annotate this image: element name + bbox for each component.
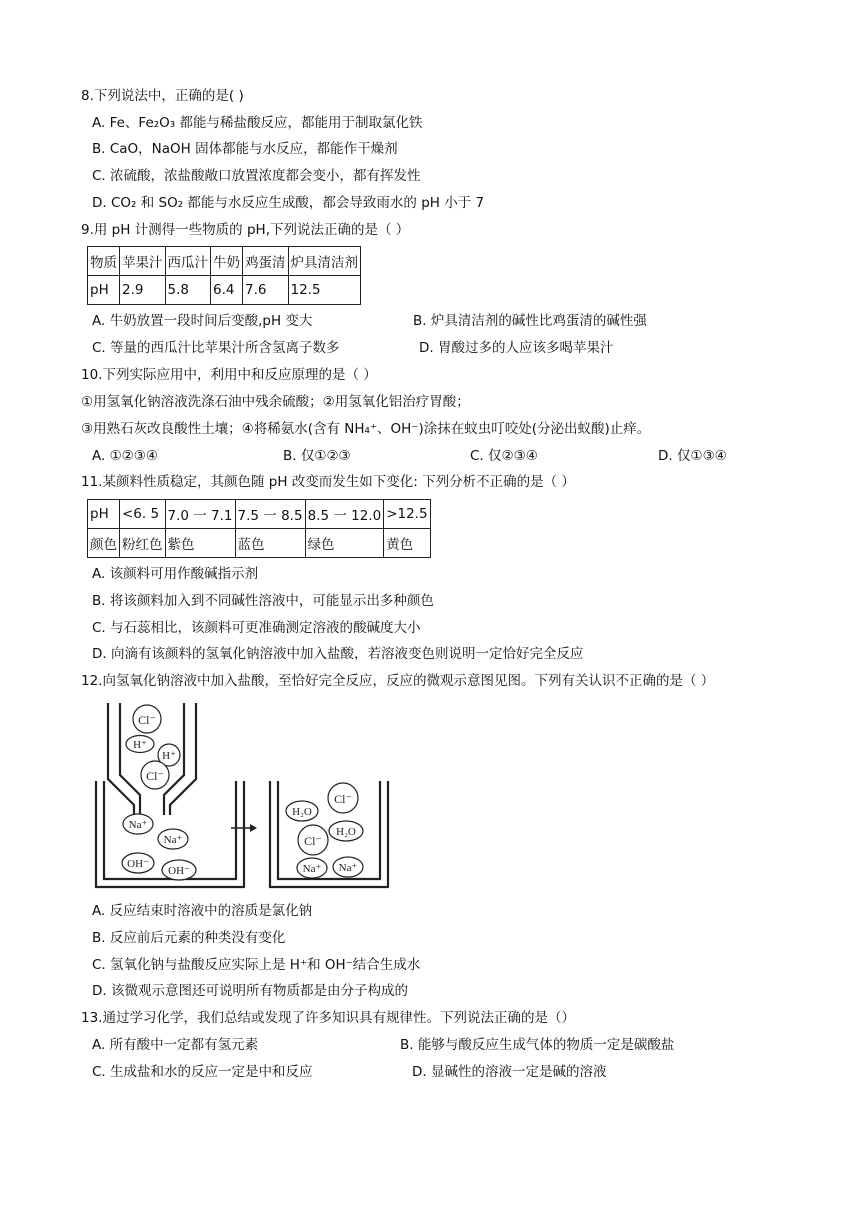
table-cell: 鸡蛋清 [243, 247, 289, 276]
table-cell: 颜色 [88, 529, 120, 558]
svg-text:H₂O: H₂O [336, 826, 356, 838]
q11-option-a: A. 该颜料可用作酸碱指示剂 [92, 566, 259, 582]
q13-option-a: A. 所有酸中一定都有氢元素 [92, 1037, 259, 1053]
table-cell: 7.0 一 7.1 [165, 500, 235, 529]
svg-text:Na⁺: Na⁺ [163, 834, 183, 846]
q12-option-d: D. 该微观示意图还可说明所有物质都是由分子构成的 [92, 983, 408, 999]
table-row [88, 276, 361, 305]
table-cell: 炉具清洁剂 [288, 247, 361, 276]
svg-text:H⁺: H⁺ [133, 739, 147, 751]
q12-option-b: B. 反应前后元素的种类没有变化 [92, 930, 286, 946]
q12-option-a: A. 反应结束时溶液中的溶质是氯化钠 [92, 903, 313, 919]
q13-option-c: C. 生成盐和水的反应一定是中和反应 [92, 1064, 313, 1080]
q10-items-line-1: ①用氢氧化钠溶液洗涤石油中残余硫酸；②用氢氧化铝治疗胃酸； [81, 394, 470, 410]
q13-stem: 13.通过学习化学，我们总结或发现了许多知识具有规律性。下列说法正确的是（） [81, 1010, 575, 1026]
table-cell: pH [88, 276, 120, 305]
q10-stem: 10.下列实际应用中，利用中和反应原理的是（ ） [81, 367, 377, 383]
ion-chlorine [298, 825, 328, 855]
table-cell: 8.5 一 12.0 [305, 500, 384, 529]
svg-text:Na⁺: Na⁺ [128, 819, 148, 831]
table-cell: 物质 [88, 247, 120, 276]
table-cell: 7.5 一 8.5 [235, 500, 305, 529]
q11-color-table [87, 499, 431, 558]
svg-text:Na⁺: Na⁺ [302, 863, 322, 875]
q13-option-b: B. 能够与酸反应生成气体的物质一定是碳酸盐 [400, 1037, 675, 1053]
table-cell: 西瓜汁 [165, 247, 211, 276]
svg-text:OH⁻: OH⁻ [168, 865, 190, 877]
table-row [88, 529, 431, 558]
table-cell: 牛奶 [211, 247, 243, 276]
q11-option-b: B. 将该颜料加入到不同碱性溶液中，可能显示出多种颜色 [92, 593, 434, 609]
q9-option-c: C. 等量的西瓜汁比苹果汁所含氢离子数多 [92, 340, 340, 356]
q9-option-b: B. 炉具清洁剂的碱性比鸡蛋清的碱性强 [413, 313, 647, 329]
table-cell: >12.5 [384, 500, 430, 529]
table-cell: 12.5 [288, 276, 361, 305]
q10-option-b: B. 仅①②③ [283, 448, 351, 464]
q12-option-c: C. 氢氧化钠与盐酸反应实际上是 H⁺和 OH⁻结合生成水 [92, 957, 421, 973]
q11-option-c: C. 与石蕊相比，该颜料可更准确测定溶液的酸碱度大小 [92, 620, 421, 636]
table-row [88, 500, 431, 529]
ion-hydroxide [162, 860, 196, 880]
ion-hydrogen [126, 736, 154, 753]
q10-option-d: D. 仅①③④ [658, 448, 727, 464]
svg-text:Na⁺: Na⁺ [338, 862, 358, 874]
table-cell: 蓝色 [235, 529, 305, 558]
q9-option-a: A. 牛奶放置一段时间后变酸,pH 变大 [92, 313, 313, 329]
ion-sodium [123, 814, 153, 834]
ion-chlorine [328, 783, 358, 813]
q8-stem: 8.下列说法中，正确的是( ) [81, 88, 244, 104]
q11-stem: 11.某颜料性质稳定，其颜色随 pH 改变而发生如下变化: 下列分析不正确的是（ ） [81, 474, 575, 490]
q9-ph-table [87, 246, 361, 305]
table-row [88, 247, 361, 276]
svg-text:Cl⁻: Cl⁻ [334, 792, 352, 806]
q8-option-d: D. CO₂ 和 SO₂ 都能与水反应生成酸，都会导致雨水的 pH 小于 7 [92, 195, 485, 211]
q10-option-a: A. ①②③④ [92, 448, 158, 464]
svg-text:OH⁻: OH⁻ [127, 858, 149, 870]
table-cell: 7.6 [243, 276, 289, 305]
table-cell: 2.9 [120, 276, 166, 305]
svg-text:H₂O: H₂O [292, 806, 312, 818]
svg-text:H⁺: H⁺ [162, 750, 176, 762]
q10-option-c: C. 仅②③④ [470, 448, 538, 464]
svg-text:Cl⁻: Cl⁻ [304, 834, 322, 848]
molecule-water [329, 821, 363, 841]
svg-text:Cl⁻: Cl⁻ [138, 713, 156, 727]
q13-option-d: D. 显碱性的溶液一定是碱的溶液 [412, 1064, 607, 1080]
ion-sodium [333, 857, 363, 877]
svg-text:Cl⁻: Cl⁻ [146, 769, 164, 783]
table-cell: <6. 5 [120, 500, 166, 529]
table-cell: 6.4 [211, 276, 243, 305]
q12-stem: 12.向氢氧化钠溶液中加入盐酸，至恰好完全反应，反应的微观示意图见图。下列有关认识不正确的是（ ） [81, 673, 715, 689]
table-cell: pH [88, 500, 120, 529]
q12-reaction-diagram [90, 697, 400, 893]
ion-hydroxide [122, 853, 154, 873]
table-cell: 5.8 [165, 276, 211, 305]
q11-option-d: D. 向滴有该颜料的氢氧化钠溶液中加入盐酸，若溶液变色则说明一定恰好完全反应 [92, 646, 584, 662]
molecule-water [286, 801, 318, 821]
q8-option-b: B. CaO，NaOH 固体都能与水反应，都能作干燥剂 [92, 141, 398, 157]
table-cell: 绿色 [305, 529, 384, 558]
ion-sodium [297, 858, 327, 878]
q9-stem: 9.用 pH 计测得一些物质的 pH,下列说法正确的是（ ） [81, 222, 410, 238]
q8-option-a: A. Fe、Fe₂O₃ 都能与稀盐酸反应，都能用于制取氯化铁 [92, 115, 423, 131]
table-cell: 紫色 [165, 529, 235, 558]
table-cell: 苹果汁 [120, 247, 166, 276]
table-cell: 粉红色 [120, 529, 166, 558]
ion-chlorine [133, 705, 161, 733]
ion-chlorine [141, 761, 169, 789]
q8-option-c: C. 浓硫酸，浓盐酸敞口放置浓度都会变小，都有挥发性 [92, 168, 421, 184]
table-cell: 黄色 [384, 529, 430, 558]
q10-items-line-2: ③用熟石灰改良酸性土壤；④将稀氨水(含有 NH₄⁺、OH⁻)涂抹在蚊虫叮咬处(分泌出蚁酸)止痒。 [81, 421, 651, 437]
ion-sodium [158, 829, 188, 849]
q9-option-d: D. 胃酸过多的人应该多喝苹果汁 [419, 340, 614, 356]
